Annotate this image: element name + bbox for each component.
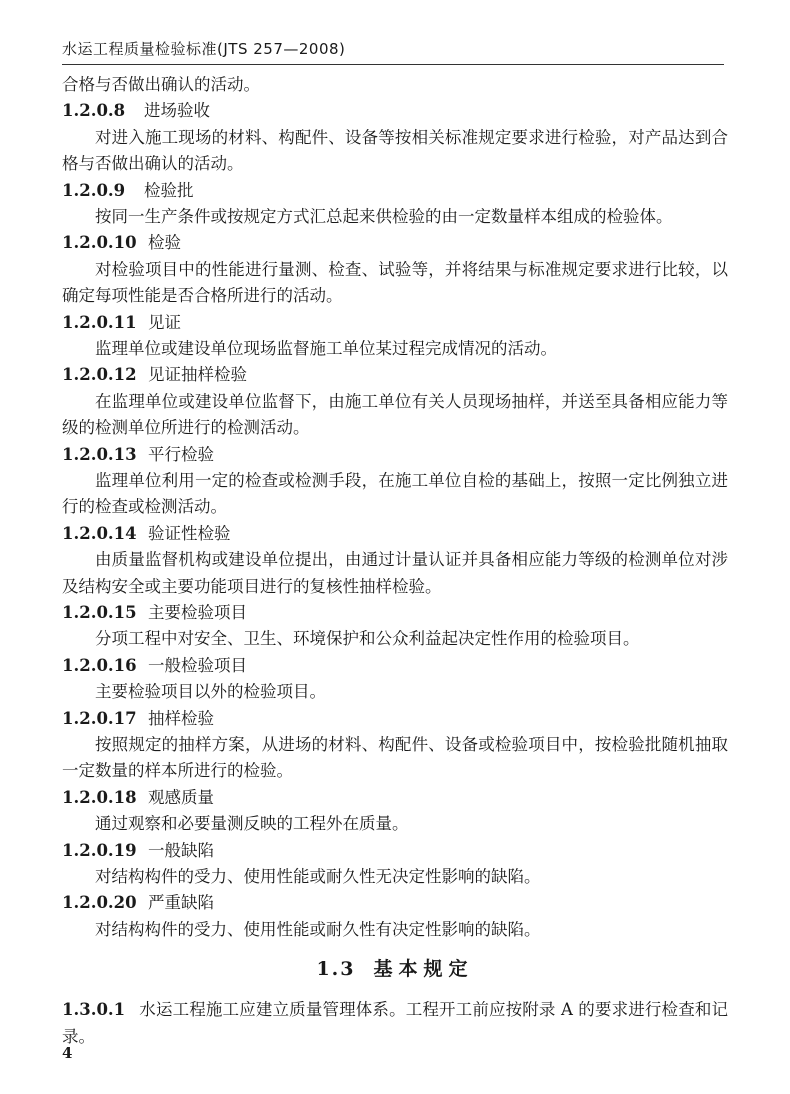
term-definition: 对结构构件的受力、使用性能或耐久性有决定性影响的缺陷。 — [95, 919, 541, 939]
section-heading — [62, 945, 728, 993]
term-definition: 由质量监督机构或建设单位提出，由通过计量认证并具备相应能力等级的检测单位对涉及结构安全或主要功能项目进行的复核性抽样检验。 — [62, 550, 728, 596]
term-entry — [62, 310, 728, 363]
term-entry — [62, 521, 728, 600]
term-entry — [62, 838, 728, 891]
page-body — [62, 72, 728, 1050]
term-number: 1.2.0.18 — [62, 787, 137, 807]
term-entry — [62, 178, 728, 231]
continuation-text: 合格与否做出确认的活动。 — [62, 75, 260, 94]
term-definition: 按照规定的抽样方案，从进场的材料、构配件、设备或检验项目中，按检验批随机抽取一定数量的样本所进行的检验。 — [62, 735, 728, 781]
term-entry — [62, 230, 728, 309]
term-definition: 监理单位或建设单位现场监督施工单位某过程完成情况的活动。 — [95, 339, 557, 358]
term-definition: 主要检验项目以外的检验项目。 — [95, 682, 326, 702]
clause-text: 水运工程施工应建立质量管理体系。工程开工前应按附录 A 的要求进行检查和记录。 — [62, 1000, 728, 1046]
term-title: 一般缺陷 — [148, 840, 214, 860]
term-title: 验证性检验 — [148, 523, 231, 543]
term-definition: 通过观察和必要量测反映的工程外在质量。 — [95, 814, 409, 834]
term-title: 抽样检验 — [148, 708, 214, 728]
term-entry — [62, 706, 728, 785]
term-title: 进场验收 — [144, 101, 210, 121]
term-title: 检验 — [148, 233, 181, 253]
clause-entry — [62, 997, 728, 1050]
term-definition: 对结构构件的受力、使用性能或耐久性无决定性影响的缺陷。 — [95, 867, 541, 886]
section-title: 基本规定 — [373, 958, 474, 981]
term-number: 1.2.0.13 — [62, 444, 137, 464]
term-entry — [62, 98, 728, 177]
term-title: 严重缺陷 — [148, 893, 214, 913]
clause-number: 1.3.0.1 — [62, 1000, 126, 1020]
term-number: 1.2.0.15 — [62, 603, 137, 623]
term-entry — [62, 785, 728, 838]
term-title: 检验批 — [144, 180, 194, 200]
term-definition: 分项工程中对安全、卫生、环境保护和公众利益起决定性作用的检验项目。 — [95, 629, 640, 649]
term-definition: 按同一生产条件或按规定方式汇总起来供检验的由一定数量样本组成的检验体。 — [95, 207, 673, 226]
term-definition: 监理单位利用一定的检查或检测手段，在施工单位自检的基础上，按照一定比例独立进行的检查或检测活动。 — [62, 471, 728, 517]
term-title: 观感质量 — [148, 787, 214, 807]
term-number: 1.2.0.10 — [62, 233, 137, 253]
term-entry — [62, 653, 728, 706]
header-title: 水运工程质量检验标准(JTS 257—2008) — [62, 40, 346, 58]
term-number: 1.2.0.8 — [62, 101, 126, 121]
term-number: 1.2.0.9 — [62, 180, 126, 200]
term-title: 一般检验项目 — [148, 655, 247, 675]
term-number: 1.2.0.12 — [62, 365, 137, 385]
term-entry — [62, 442, 728, 521]
term-entry — [62, 362, 728, 441]
term-title: 平行检验 — [148, 444, 214, 464]
term-entry — [62, 890, 728, 943]
term-title: 见证 — [148, 312, 181, 332]
term-title: 见证抽样检验 — [148, 365, 247, 385]
term-title: 主要检验项目 — [148, 603, 247, 623]
page-number: 4 — [62, 1044, 73, 1062]
term-definition: 对检验项目中的性能进行量测、检查、试验等，并将结果与标准规定要求进行比较，以确定每项性能是否合格所进行的活动。 — [62, 259, 728, 306]
term-definition: 在监理单位或建设单位监督下，由施工单位有关人员现场抽样，并送至具备相应能力等级的检测单位所进行的检测活动。 — [62, 391, 728, 438]
term-number: 1.2.0.11 — [62, 312, 137, 332]
term-number: 1.2.0.19 — [62, 840, 137, 860]
term-number: 1.2.0.14 — [62, 523, 137, 543]
term-number: 1.2.0.17 — [62, 708, 137, 728]
running-header — [62, 38, 724, 65]
term-number: 1.2.0.20 — [62, 893, 137, 913]
section-number: 1.3 — [316, 958, 356, 981]
term-definition: 对进入施工现场的材料、构配件、设备等按相关标准规定要求进行检验，对产品达到合格与否做出确认的活动。 — [62, 127, 728, 174]
term-entry — [62, 600, 728, 653]
term-number: 1.2.0.16 — [62, 655, 137, 675]
